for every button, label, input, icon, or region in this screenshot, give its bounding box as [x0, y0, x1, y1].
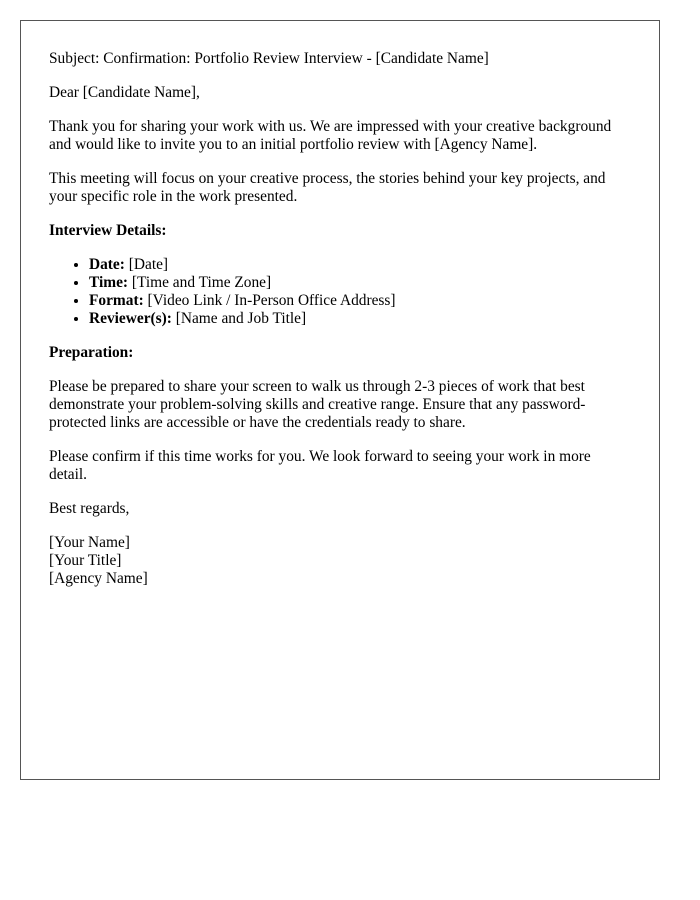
interview-details-list — [49, 256, 631, 328]
detail-item-time — [89, 274, 631, 292]
detail-value: [Name and Job Title] — [171, 310, 307, 327]
signature-block — [49, 534, 631, 588]
interview-details-heading: Interview Details: — [49, 222, 167, 239]
signature-title: [Your Title] — [49, 552, 122, 569]
detail-item-reviewers — [89, 310, 631, 328]
detail-value: [Time and Time Zone] — [128, 274, 272, 291]
signature-agency: [Agency Name] — [49, 570, 148, 587]
letter-focus-paragraph: This meeting will focus on your creative process, the stories behind your key projects, and your specific role in the work presented. — [49, 170, 606, 205]
letter-subject: Subject: Confirmation: Portfolio Review Interview - [Candidate Name] — [49, 50, 489, 67]
letter-greeting: Dear [Candidate Name], — [49, 84, 200, 101]
detail-label: Date: — [89, 256, 125, 273]
letter-document — [20, 20, 660, 780]
detail-value: [Date] — [124, 256, 169, 273]
letter-intro-paragraph: Thank you for sharing your work with us. We are impressed with your creative background and would like to invite you to an initial portfolio review with [Agency Name]. — [49, 118, 612, 153]
detail-item-date — [89, 256, 631, 274]
preparation-heading: Preparation: — [49, 344, 134, 361]
detail-value: [Video Link / In-Person Office Address] — [143, 292, 396, 309]
detail-item-format — [89, 292, 631, 310]
signature-name: [Your Name] — [49, 534, 130, 551]
detail-label: Format: — [89, 292, 144, 309]
detail-label: Time: — [89, 274, 129, 291]
preparation-paragraph: Please be prepared to share your screen to walk us through 2-3 pieces of work that best demonstrate your problem-solving skills and creative range. Ensure that any password-protected links are accessible or have the credentials ready to share. — [49, 378, 586, 431]
detail-label: Reviewer(s): — [89, 310, 172, 327]
confirm-paragraph: Please confirm if this time works for you. We look forward to seeing your work in more detail. — [49, 448, 591, 483]
closing-line: Best regards, — [49, 500, 130, 517]
